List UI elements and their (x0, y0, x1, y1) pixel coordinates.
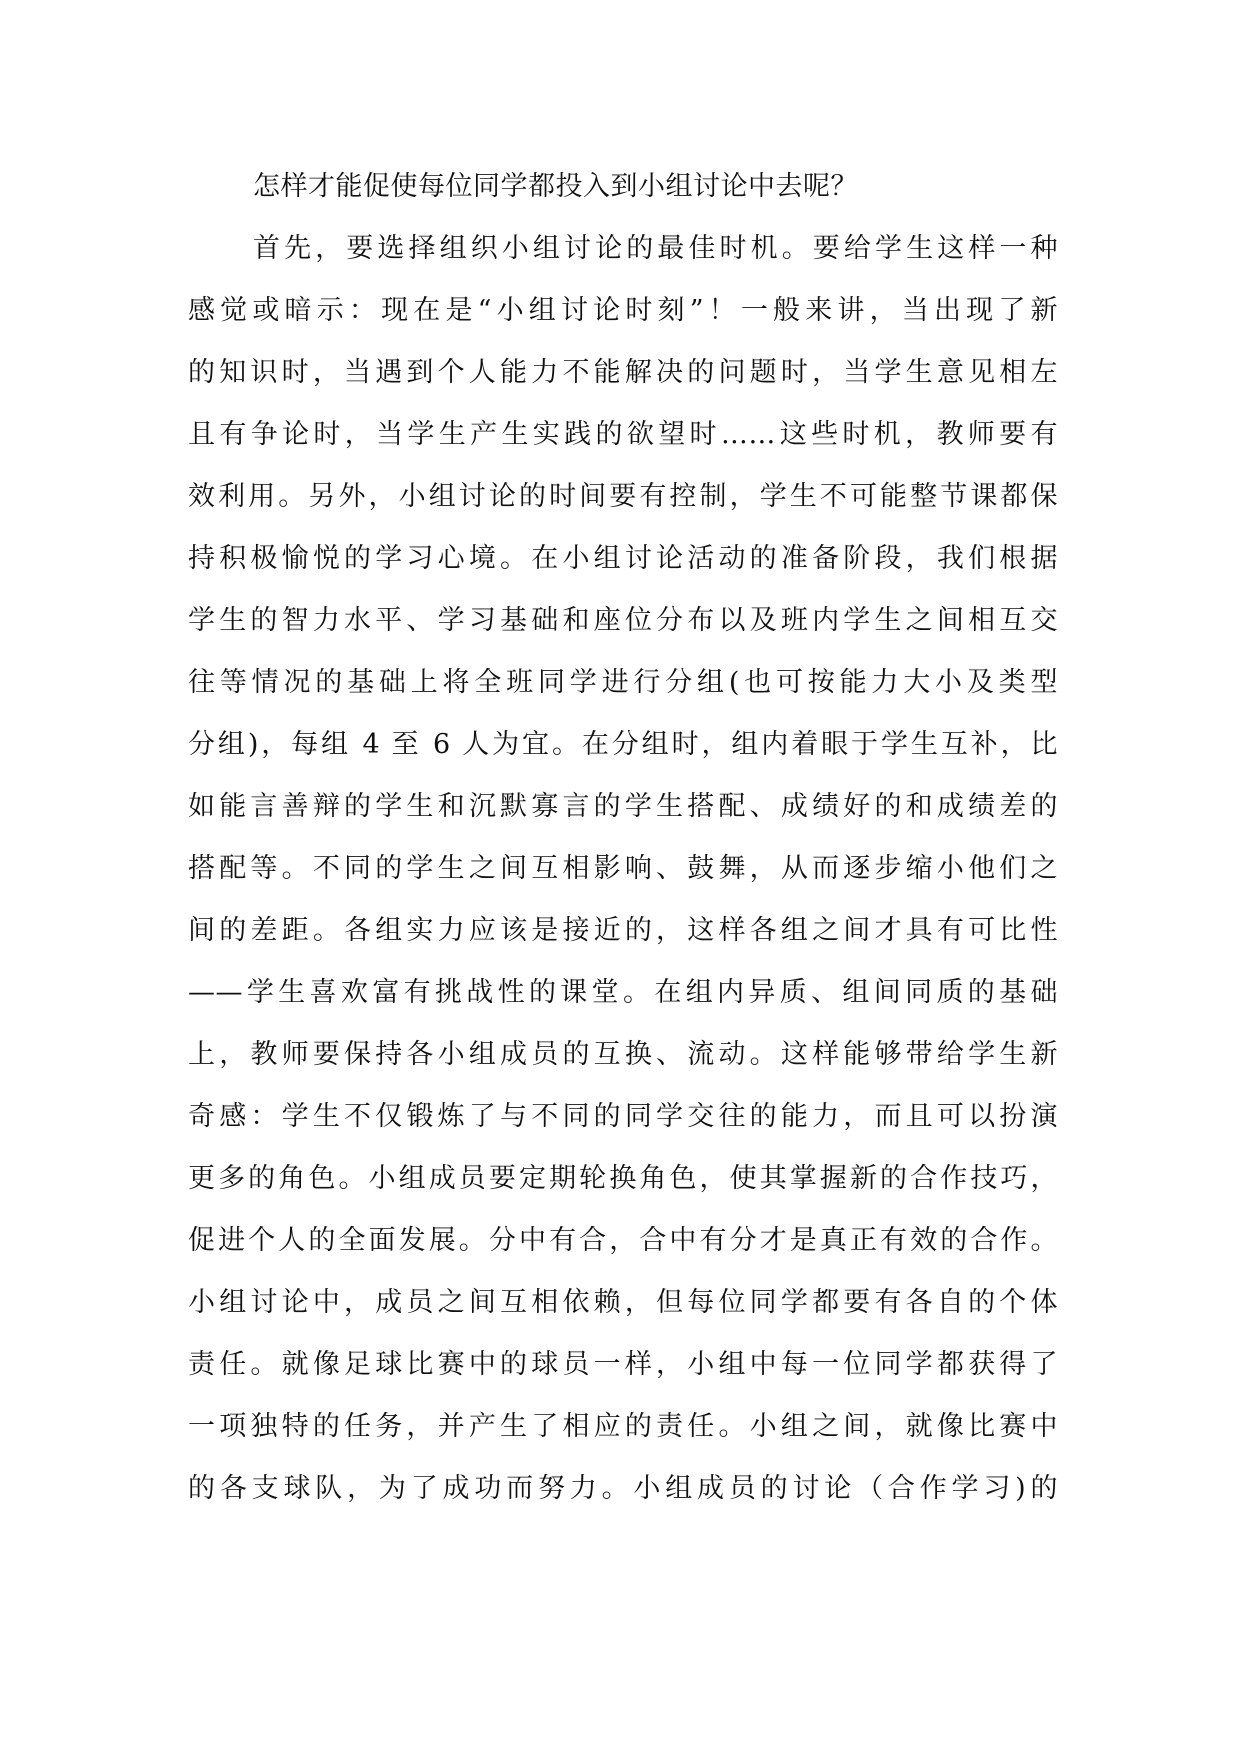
question-line: 怎样才能促使每位同学都投入到小组讨论中去呢？ (253, 171, 858, 202)
paragraph-line: ——学生喜欢富有挑战性的课堂。在组内异质、组间同质的基础 (188, 977, 1058, 1008)
paragraph-line: 的知识时，当遇到个人能力不能解决的问题时，当学生意见相左 (188, 357, 1058, 388)
paragraph-line: 且有争论时，当学生产生实践的欲望时……这些时机，教师要有 (188, 419, 1058, 450)
paragraph-line: 感觉或暗示：现在是“小组讨论时刻”！一般来讲，当出现了新 (188, 295, 1058, 326)
paragraph-line: 更多的角色。小组成员要定期轮换角色，使其掌握新的合作技巧， (188, 1163, 1058, 1194)
paragraph-line: 小组讨论中，成员之间互相依赖，但每位同学都要有各自的个体 (188, 1287, 1058, 1318)
paragraph-line: 效利用。另外，小组讨论的时间要有控制，学生不可能整节课都保 (188, 481, 1058, 512)
paragraph-line: 责任。就像足球比赛中的球员一样，小组中每一位同学都获得了 (188, 1349, 1058, 1380)
paragraph-line: 促进个人的全面发展。分中有合，合中有分才是真正有效的合作。 (188, 1225, 1058, 1256)
paragraph-line: 往等情况的基础上将全班同学进行分组(也可按能力大小及类型 (188, 667, 1058, 698)
paragraph-line: 学生的智力水平、学习基础和座位分布以及班内学生之间相互交 (188, 605, 1058, 636)
paragraph-line: 的各支球队，为了成功而努力。小组成员的讨论（合作学习)的 (188, 1473, 1058, 1504)
paragraph-line: 如能言善辩的学生和沉默寡言的学生搭配、成绩好的和成绩差的 (188, 791, 1058, 822)
paragraph-line: 搭配等。不同的学生之间互相影响、鼓舞，从而逐步缩小他们之 (188, 853, 1058, 884)
body-text (188, 156, 1058, 1520)
paragraph-line: 首先，要选择组织小组讨论的最佳时机。要给学生这样一种 (253, 233, 1058, 264)
paragraph-line: 持积极愉悦的学习心境。在小组讨论活动的准备阶段，我们根据 (188, 543, 1058, 574)
paragraph-line: 奇感：学生不仅锻炼了与不同的同学交往的能力，而且可以扮演 (188, 1101, 1058, 1132)
paragraph-line: 上，教师要保持各小组成员的互换、流动。这样能够带给学生新 (188, 1039, 1058, 1070)
paragraph-line: 间的差距。各组实力应该是接近的，这样各组之间才具有可比性 (188, 915, 1058, 946)
paragraph-line: 一项独特的任务，并产生了相应的责任。小组之间，就像比赛中 (188, 1411, 1058, 1442)
paragraph-line: 分组)，每组 4 至 6 人为宜。在分组时，组内着眼于学生互补，比 (188, 729, 1058, 760)
